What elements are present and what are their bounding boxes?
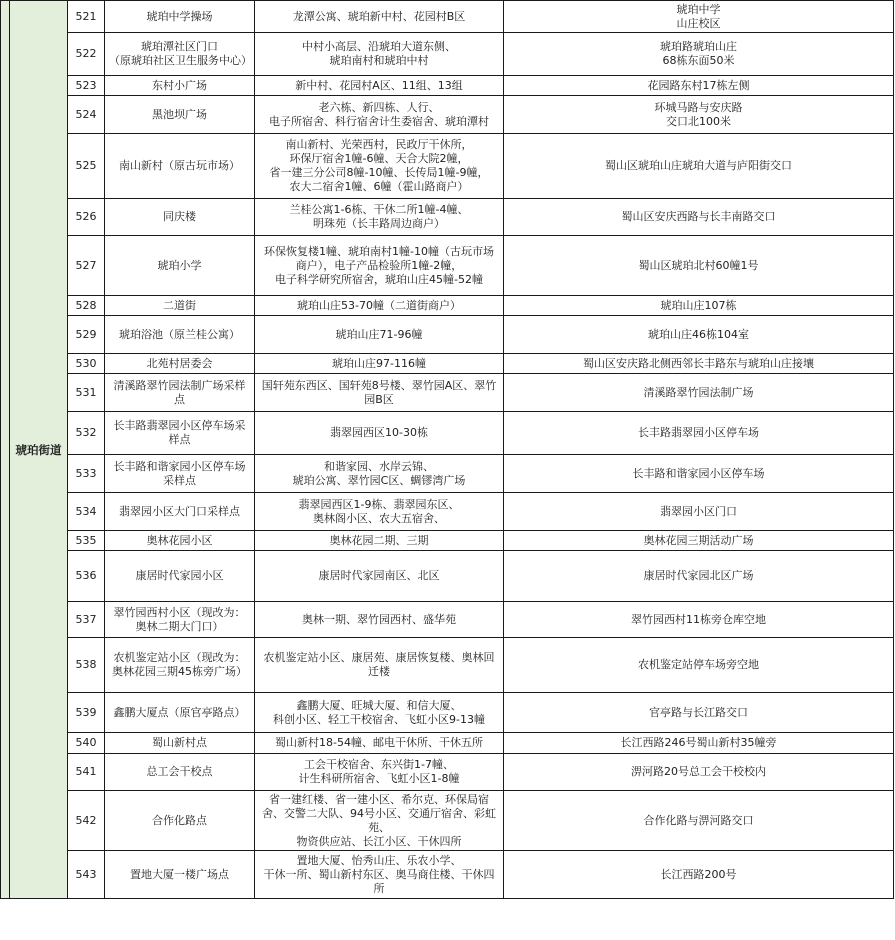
- coverage-area-cell: 环保恢复楼1幢、琥珀南村1幢-10幢（古玩市场商户），电子产品检验所1幢-2幢， 电子科学研究所宿舍，琥珀山庄45幢-52幢: [255, 236, 504, 296]
- coverage-area-cell: 兰桂公寓1-6栋、干休二所1幢-4幢、 明珠苑（长丰路周边商户）: [255, 199, 504, 236]
- site-location-cell: 长江西路200号: [504, 851, 894, 899]
- row-number-cell: 541: [68, 754, 105, 791]
- coverage-area-cell: 奥林花园二期、三期: [255, 531, 504, 551]
- table-row: [1, 851, 894, 899]
- row-number-cell: 533: [68, 455, 105, 493]
- site-name-cell: 合作化路点: [105, 791, 255, 851]
- row-number-cell: 536: [68, 551, 105, 602]
- table-row: [1, 493, 894, 531]
- coverage-area-cell: 工会干校宿舍、东兴街1-7幢、 计生科研所宿舍、飞虹小区1-8幢: [255, 754, 504, 791]
- site-location-cell: 琥珀路琥珀山庄 68栋东面50米: [504, 33, 894, 76]
- site-name-cell: 置地大厦一楼广场点: [105, 851, 255, 899]
- site-name-cell: 琥珀中学操场: [105, 1, 255, 33]
- coverage-area-cell: 南山新村、光荣西村，民政厅干休所， 环保厅宿舍1幢-6幢、天合大院2幢， 省一建三分公司8幢-10幢、长传局1幢-9幢， 农大二宿舍1幢、6幢（霍山路商户）: [255, 134, 504, 199]
- table-row: [1, 602, 894, 638]
- row-number-cell: 523: [68, 76, 105, 96]
- site-name-cell: 东村小广场: [105, 76, 255, 96]
- site-name-cell: 清溪路翠竹园法制广场采样点: [105, 374, 255, 412]
- row-number-cell: 522: [68, 33, 105, 76]
- coverage-area-cell: 龙潭公寓、琥珀新中村、花园村B区: [255, 1, 504, 33]
- site-name-cell: 琥珀小学: [105, 236, 255, 296]
- site-location-cell: 农机鉴定站停车场旁空地: [504, 638, 894, 693]
- site-name-cell: 蜀山新村点: [105, 733, 255, 754]
- table-row: [1, 693, 894, 733]
- site-location-cell: 琥珀山庄107栋: [504, 296, 894, 316]
- table-row: [1, 638, 894, 693]
- coverage-area-cell: 琥珀山庄71-96幢: [255, 316, 504, 354]
- coverage-area-cell: 老六栋、新四栋、人行、 电子所宿舍、科行宿舍计生委宿舍、琥珀潭村: [255, 96, 504, 134]
- row-number-cell: 537: [68, 602, 105, 638]
- row-number-cell: 525: [68, 134, 105, 199]
- coverage-area-cell: 农机鉴定站小区、康居苑、康居恢复楼、奥林回迁楼: [255, 638, 504, 693]
- site-name-cell: 琥珀潭社区门口 （原琥珀社区卫生服务中心）: [105, 33, 255, 76]
- table-row: [1, 354, 894, 374]
- row-number-cell: 531: [68, 374, 105, 412]
- table-row: [1, 134, 894, 199]
- table-row: [1, 1, 894, 33]
- site-location-cell: 蜀山区琥珀北村60幢1号: [504, 236, 894, 296]
- coverage-area-cell: 新中村、花园村A区、11组、13组: [255, 76, 504, 96]
- site-name-cell: 黑池坝广场: [105, 96, 255, 134]
- coverage-area-cell: 奥林一期、翠竹园西村、盛华苑: [255, 602, 504, 638]
- site-location-cell: 翡翠园小区门口: [504, 493, 894, 531]
- site-location-cell: 蜀山区琥珀山庄琥珀大道与庐阳街交口: [504, 134, 894, 199]
- table-row: [1, 296, 894, 316]
- table-row: [1, 96, 894, 134]
- row-number-cell: 534: [68, 493, 105, 531]
- coverage-area-cell: 翡翠园西区1-9栋、翡翠园东区、 奥林阁小区、农大五宿舍、: [255, 493, 504, 531]
- coverage-area-cell: 置地大厦、怡秀山庄、乐农小学、 干休一所、蜀山新村东区、奥马商住楼、干休四所: [255, 851, 504, 899]
- site-name-cell: 同庆楼: [105, 199, 255, 236]
- table-row: [1, 791, 894, 851]
- row-number-cell: 543: [68, 851, 105, 899]
- site-name-cell: 翠竹园西村小区（现改为：奥林二期大门口）: [105, 602, 255, 638]
- coverage-area-cell: 鑫鹏大厦、旺城大厦、和信大厦、 科创小区、轻工干校宿舍、飞虹小区9-13幢: [255, 693, 504, 733]
- row-number-cell: 542: [68, 791, 105, 851]
- table-row: [1, 754, 894, 791]
- site-location-cell: 清溪路翠竹园法制广场: [504, 374, 894, 412]
- table-row: [1, 33, 894, 76]
- site-location-cell: 翠竹园西村11栋旁仓库空地: [504, 602, 894, 638]
- table-row: [1, 316, 894, 354]
- row-number-cell: 524: [68, 96, 105, 134]
- row-number-cell: 529: [68, 316, 105, 354]
- site-location-cell: 长丰路和谐家园小区停车场: [504, 455, 894, 493]
- coverage-area-cell: 省一建红楼、省一建小区、希尔克、环保局宿舍、交警二大队、94号小区、交通厅宿舍、彩虹苑、 物资供应站、长江小区、干休四所: [255, 791, 504, 851]
- row-number-cell: 527: [68, 236, 105, 296]
- row-number-cell: 528: [68, 296, 105, 316]
- site-location-cell: 康居时代家园北区广场: [504, 551, 894, 602]
- table-row: [1, 551, 894, 602]
- site-name-cell: 琥珀浴池（原兰桂公寓）: [105, 316, 255, 354]
- coverage-area-cell: 蜀山新村18-54幢、邮电干休所、干休五所: [255, 733, 504, 754]
- site-location-cell: 长江西路246号蜀山新村35幢旁: [504, 733, 894, 754]
- row-number-cell: 532: [68, 412, 105, 455]
- site-location-cell: 合作化路与淠河路交口: [504, 791, 894, 851]
- site-location-cell: 琥珀中学 山庄校区: [504, 1, 894, 33]
- table-row: [1, 733, 894, 754]
- site-name-cell: 北苑村居委会: [105, 354, 255, 374]
- site-name-cell: 鑫鹏大厦点（原官亭路点）: [105, 693, 255, 733]
- site-name-cell: 二道街: [105, 296, 255, 316]
- row-number-cell: 530: [68, 354, 105, 374]
- site-location-cell: 淠河路20号总工会干校校内: [504, 754, 894, 791]
- table-row: [1, 199, 894, 236]
- table-row: [1, 374, 894, 412]
- site-name-cell: 总工会干校点: [105, 754, 255, 791]
- row-number-cell: 538: [68, 638, 105, 693]
- site-location-cell: 长丰路翡翠园小区停车场: [504, 412, 894, 455]
- coverage-area-cell: 翡翠园西区10-30栋: [255, 412, 504, 455]
- row-number-cell: 539: [68, 693, 105, 733]
- row-number-cell: 535: [68, 531, 105, 551]
- site-location-cell: 官亭路与长江路交口: [504, 693, 894, 733]
- table-row: [1, 531, 894, 551]
- margin-cell: [1, 1, 10, 899]
- site-name-cell: 南山新村（原古玩市场）: [105, 134, 255, 199]
- site-location-cell: 花园路东村17栋左侧: [504, 76, 894, 96]
- site-location-cell: 蜀山区安庆路北侧西邻长丰路东与琥珀山庄接壤: [504, 354, 894, 374]
- site-name-cell: 长丰路翡翠园小区停车场采样点: [105, 412, 255, 455]
- site-name-cell: 翡翠园小区大门口采样点: [105, 493, 255, 531]
- table-row: [1, 455, 894, 493]
- site-name-cell: 长丰路和谐家园小区停车场采样点: [105, 455, 255, 493]
- site-name-cell: 奥林花园小区: [105, 531, 255, 551]
- coverage-area-cell: 琥珀山庄97-116幢: [255, 354, 504, 374]
- site-location-cell: 蜀山区安庆西路与长丰南路交口: [504, 199, 894, 236]
- table-body: [1, 1, 894, 899]
- coverage-area-cell: 中村小高层、沿琥珀大道东侧、 琥珀南村和琥珀中村: [255, 33, 504, 76]
- street-name-cell: 琥珀街道: [10, 1, 68, 899]
- site-location-cell: 环城马路与安庆路 交口北100米: [504, 96, 894, 134]
- coverage-area-cell: 康居时代家园南区、北区: [255, 551, 504, 602]
- row-number-cell: 526: [68, 199, 105, 236]
- table-row: [1, 236, 894, 296]
- coverage-area-cell: 和谐家园、水岸云锦、 琥珀公寓、翠竹园C区、蜩镠湾广场: [255, 455, 504, 493]
- row-number-cell: 521: [68, 1, 105, 33]
- coverage-area-cell: 国轩苑东西区、国轩苑8号楼、翠竹园A区、翠竹园B区: [255, 374, 504, 412]
- site-location-cell: 奥林花园三期活动广场: [504, 531, 894, 551]
- site-location-cell: 琥珀山庄46栋104室: [504, 316, 894, 354]
- table-row: [1, 76, 894, 96]
- coverage-area-cell: 琥珀山庄53-70幢（二道街商户）: [255, 296, 504, 316]
- table-row: [1, 412, 894, 455]
- row-number-cell: 540: [68, 733, 105, 754]
- site-name-cell: 康居时代家园小区: [105, 551, 255, 602]
- site-name-cell: 农机鉴定站小区（现改为：奥林花园三期45栋旁广场）: [105, 638, 255, 693]
